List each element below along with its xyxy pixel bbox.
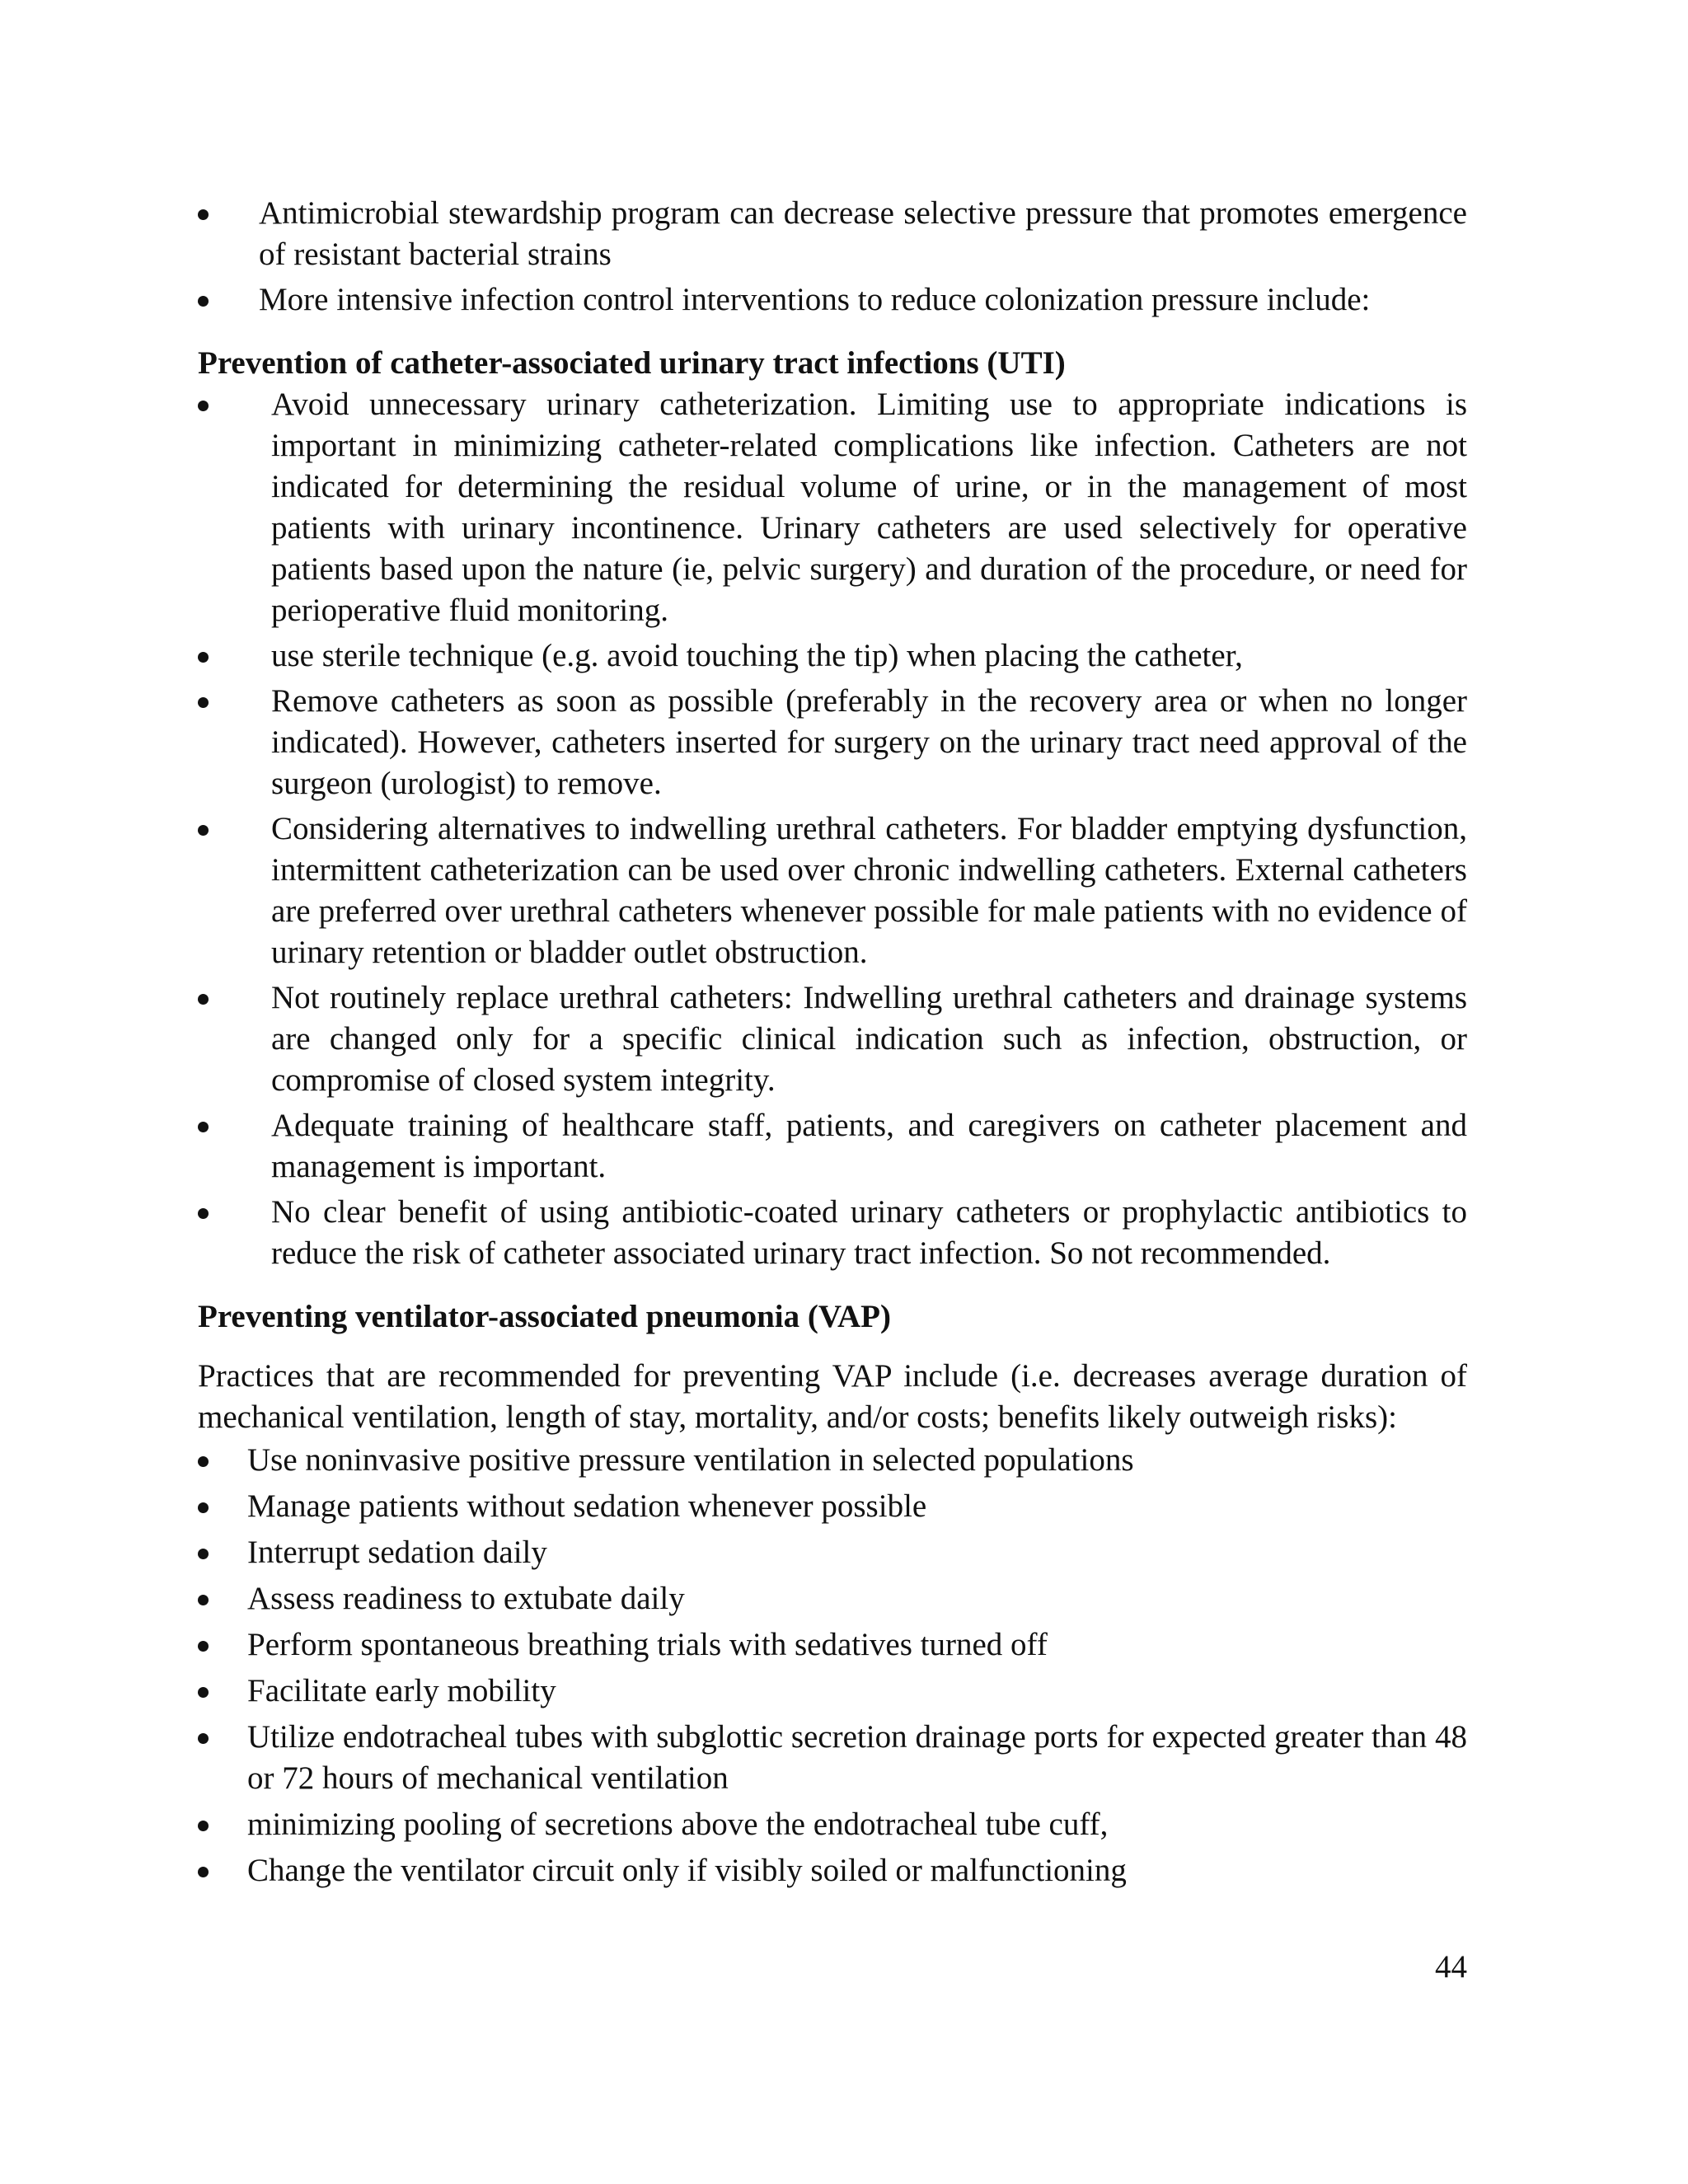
- list-item-text: Considering alternatives to indwelling urethral catheters. For bladder emptying dysfunction, intermittent catheterization can be used over chronic indwelling catheters. External catheters are preferred over urethral catheters whenever possible for male patients with no evidence of urinary retention or bladder outlet obstruction.: [271, 811, 1467, 970]
- list-item-text: Adequate training of healthcare staff, patients, and caregivers on catheter placement and management is important.: [271, 1108, 1467, 1184]
- list-item: [198, 279, 1467, 321]
- list-item-text: No clear benefit of using antibiotic-coated urinary catheters or prophylactic antibiotics to reduce the risk of catheter associated urinary tract infection. So not recommended.: [271, 1194, 1467, 1271]
- list-item: [198, 1578, 1467, 1619]
- vap-section-heading: Preventing ventilator-associated pneumonia (VAP): [198, 1299, 891, 1334]
- list-item-text: Use noninvasive positive pressure ventilation in selected populations: [247, 1442, 1134, 1478]
- bullet-icon: [198, 1595, 209, 1605]
- list-item: [198, 808, 1467, 973]
- bullet-icon: [198, 825, 209, 836]
- bullet-icon: [198, 1122, 209, 1132]
- list-item: [198, 193, 1467, 275]
- list-item-text: use sterile technique (e.g. avoid touching the tip) when placing the catheter,: [271, 638, 1243, 673]
- vap-intro-paragraph: Practices that are recommended for preventing VAP include (i.e. decreases average duration of mechanical ventilation, length of stay, mortality, and/or costs; benefits likely outweigh risks):: [198, 1358, 1467, 1435]
- bullet-icon: [198, 1208, 209, 1219]
- list-item: [198, 1717, 1467, 1799]
- list-item-text: Facilitate early mobility: [247, 1673, 556, 1708]
- intro-bullet-list: [198, 193, 1467, 321]
- bullet-icon: [198, 1502, 209, 1513]
- bullet-icon: [198, 697, 209, 708]
- bullet-icon: [198, 652, 209, 663]
- list-item-text: Perform spontaneous breathing trials with sedatives turned off: [247, 1627, 1048, 1662]
- list-item-text: minimizing pooling of secretions above the endotracheal tube cuff,: [247, 1807, 1109, 1842]
- list-item-text: Change the ventilator circuit only if visibly soiled or malfunctioning: [247, 1853, 1127, 1888]
- list-item-text: Remove catheters as soon as possible (preferably in the recovery area or when no longer indicated). However, catheters inserted for surgery on the urinary tract need approval of the surgeon (urologist) to remove.: [271, 683, 1467, 801]
- bullet-icon: [198, 401, 209, 411]
- list-item: [198, 1192, 1467, 1274]
- page-content: [198, 193, 1467, 1896]
- bullet-icon: [198, 1733, 209, 1744]
- vap-bullet-list: [198, 1440, 1467, 1891]
- list-item: [198, 1440, 1467, 1481]
- bullet-icon: [198, 296, 209, 307]
- list-item: [198, 1850, 1467, 1891]
- list-item: [198, 1532, 1467, 1573]
- list-item-text: Antimicrobial stewardship program can decrease selective pressure that promotes emergence of resistant bacterial strains: [259, 195, 1467, 272]
- list-item: [198, 1486, 1467, 1527]
- list-item: [198, 681, 1467, 804]
- list-item-text: Avoid unnecessary urinary catheterization. Limiting use to appropriate indications is important in minimizing catheter-related complications like infection. Catheters are not indicated for determining the residual volume of urine, or in the management of most patients with urinary incontinence. Urinary catheters are used selectively for operative patients based upon the nature (ie, pelvic surgery) and duration of the procedure, or need for perioperative fluid monitoring.: [271, 387, 1467, 628]
- list-item-text: More intensive infection control interventions to reduce colonization pressure include:: [259, 282, 1371, 317]
- list-item: [198, 1671, 1467, 1712]
- bullet-icon: [198, 994, 209, 1005]
- bullet-icon: [198, 209, 209, 220]
- bullet-icon: [198, 1867, 209, 1877]
- bullet-icon: [198, 1456, 209, 1467]
- list-item-text: Interrupt sedation daily: [247, 1535, 547, 1570]
- bullet-icon: [198, 1641, 209, 1652]
- list-item: [198, 977, 1467, 1101]
- uti-section-heading: Prevention of catheter-associated urinary tract infections (UTI): [198, 345, 1066, 381]
- list-item: [198, 635, 1467, 677]
- list-item-text: Assess readiness to extubate daily: [247, 1581, 685, 1616]
- bullet-icon: [198, 1549, 209, 1559]
- page-number: 44: [1435, 1949, 1467, 1985]
- uti-bullet-list: [198, 384, 1467, 1274]
- list-item: [198, 1624, 1467, 1666]
- list-item-text: Utilize endotracheal tubes with subglottic secretion drainage ports for expected greater than 48 or 72 hours of mechanical ventilation: [247, 1719, 1467, 1796]
- bullet-icon: [198, 1821, 209, 1831]
- list-item-text: Manage patients without sedation whenever possible: [247, 1488, 927, 1524]
- list-item: [198, 1804, 1467, 1845]
- list-item-text: Not routinely replace urethral catheters: Indwelling urethral catheters and drainage systems are changed only for a specific clinical indication such as infection, obstruction, or compromise of closed system integrity.: [271, 980, 1467, 1098]
- list-item: [198, 1105, 1467, 1188]
- bullet-icon: [198, 1687, 209, 1698]
- list-item: [198, 384, 1467, 631]
